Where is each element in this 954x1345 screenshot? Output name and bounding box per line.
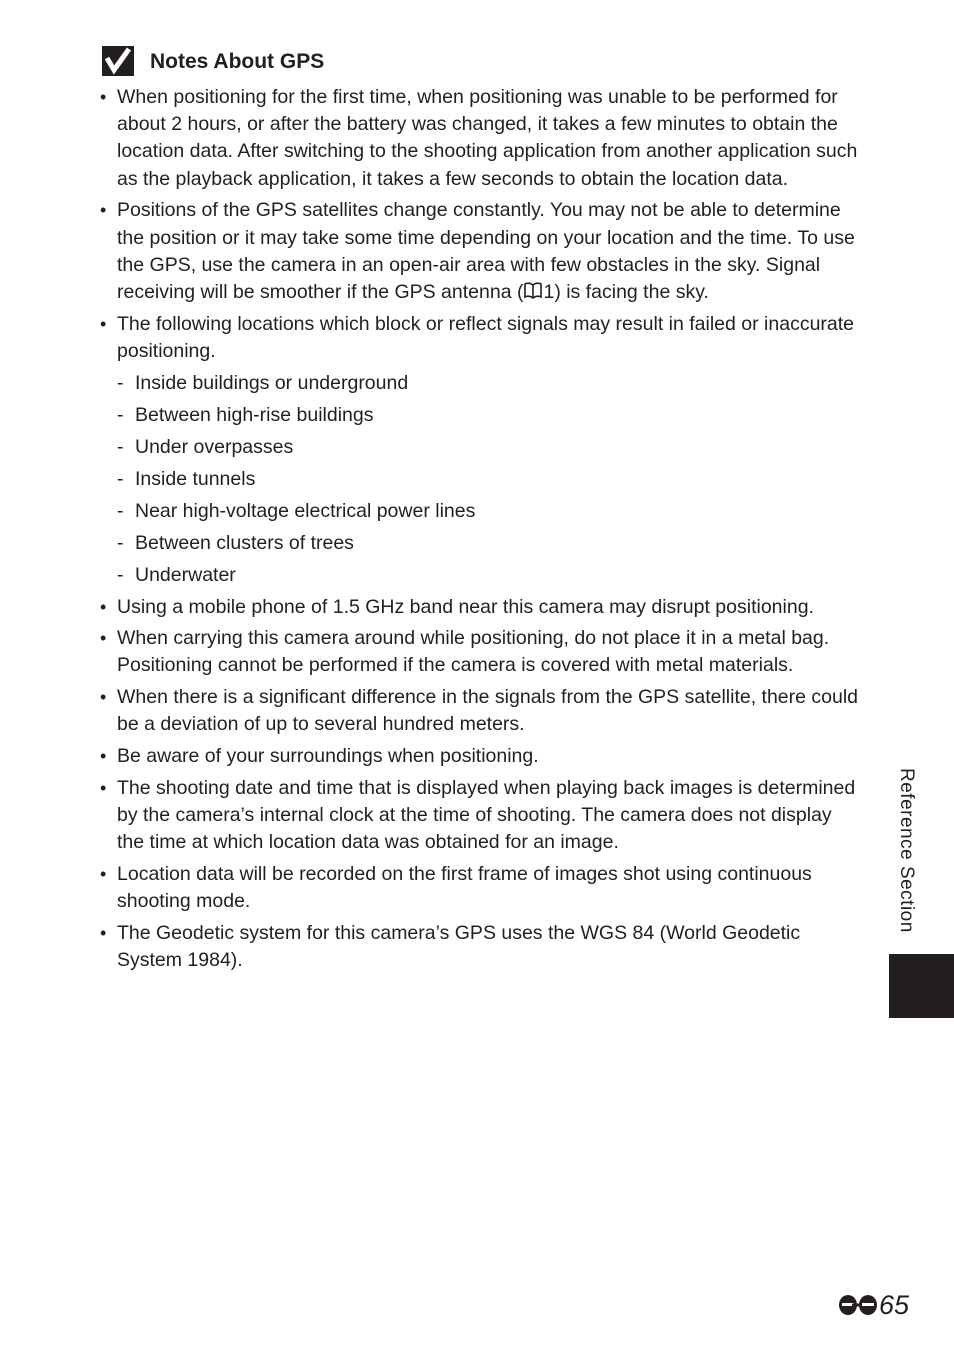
bullet-item: • When there is a significant difference in the signals from the GPS satellite, there could be a deviation of up to several hundred meters. [100,686,859,736]
bullet-text: The following locations which block or reflect signals may result in failed or inaccurate positioning. [117,312,855,362]
sub-item-text: Inside buildings or underground [135,371,409,394]
bullet-text: The Geodetic system for this camera’s GPS uses the WGS 84 (World Geodetic System 1984). [117,921,801,971]
bullet-text: When there is a significant difference in the signals from the GPS satellite, there could be a deviation of up to several hundred meters. [117,686,859,736]
book-reference-icon [523,280,543,300]
note-title: Notes About GPS [150,50,325,73]
bullet-item [100,197,860,306]
notes-content [100,84,860,979]
sub-list-item: - Between high-rise buildings [117,403,374,426]
bullet-item: • Be aware of your surroundings when positioning. [100,745,539,768]
bullet-text: When positioning for the first time, when positioning was unable to be performed for about 2 hours, or after the battery was changed, it takes a few minutes to obtain the location data. After switching to the shooting application from another application such as the playback application, it takes a few seconds to obtain the location data. [117,86,858,190]
sub-list-item: - Under overpasses [117,435,294,458]
bullet-text: The shooting date and time that is displayed when playing back images is determined by the camera’s internal clock at the time of shooting. The camera does not display the time at which location data was obtained for an image. [117,776,856,854]
page-number [838,1288,909,1322]
bullet-item: • The Geodetic system for this camera’s GPS uses the WGS 84 (World Geodetic System 1984). [100,921,801,971]
bullet-item [100,84,860,193]
sub-item-text: Between high-rise buildings [135,403,374,426]
bullet-item [100,311,860,365]
sub-item-text: Between clusters of trees [135,531,354,554]
reference-e-icon [838,1292,878,1318]
bullet-text: Be aware of your surroundings when positioning. [117,745,539,768]
sub-item-text: Underwater [135,563,236,586]
note-header [102,45,324,77]
sub-list-item: - Between clusters of trees [117,531,354,554]
bullet-item: • When carrying this camera around while positioning, do not place it in a metal bag. Positioning cannot be performed if the camera is covered with metal materials. [100,627,830,677]
bullet-item: • The shooting date and time that is displayed when playing back images is determined by the camera’s internal clock at the time of shooting. The camera does not display the time at which location data was obtained for an image. [100,776,856,854]
section-tab-marker [889,954,954,1018]
section-side-label: Reference Section [896,768,917,933]
bullet-text: When carrying this camera around while positioning, do not place it in a metal bag. Positioning cannot be performed if the camera is covered with metal materials. [117,627,830,677]
note-check-icon [102,46,134,76]
bullet-text: Location data will be recorded on the first frame of images shot using continuous shooting mode. [117,862,812,913]
sub-item-text: Under overpasses [135,435,294,458]
bullet-dot: • [100,313,107,334]
bullet-dot: • [100,200,107,221]
sub-item-text: Near high-voltage electrical power lines [135,499,476,522]
page-number-digits: 65 [879,1289,910,1320]
bullet-item: • Location data will be recorded on the first frame of images shot using continuous shooting mode. [100,862,812,913]
sub-item-text: Inside tunnels [135,467,256,490]
bullet-item: • Using a mobile phone of 1.5 GHz band near this camera may disrupt positioning. [100,595,814,618]
bullet-text: Positions of the GPS satellites change constantly. You may not be able to determine the position or it may take some time depending on your location and the time. To use the GPS, use the camera in an open-air area with few obstacles in the sky. Signal receiving will be smoother if the GPS antenna ( [117,199,855,303]
sub-list-item: - Underwater [117,563,236,586]
sub-list-item: - Inside buildings or underground [117,371,409,394]
sub-list-item: - Near high-voltage electrical power lines [117,499,476,522]
bullet-dot: • [100,87,107,107]
bullet-text: ) is facing the sky. [554,280,709,303]
bullet-text: Using a mobile phone of 1.5 GHz band near this camera may disrupt positioning. [117,595,814,618]
page-reference[interactable]: 1 [543,280,555,303]
sub-list-item: - Inside tunnels [117,467,256,490]
